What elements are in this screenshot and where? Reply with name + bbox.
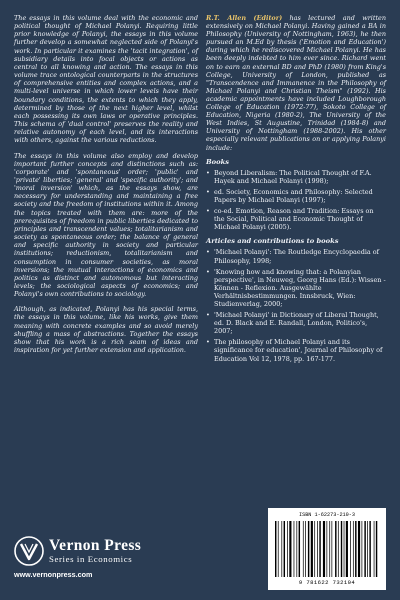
series-name: Series in Economics — [49, 553, 133, 564]
barcode-bar — [367, 521, 368, 577]
isbn-barcode — [268, 508, 386, 590]
barcode-bar — [346, 521, 348, 577]
barcode-bar — [353, 521, 354, 577]
barcode-bar — [350, 521, 351, 577]
barcode-bar — [344, 521, 345, 577]
barcode-bar — [303, 521, 304, 577]
barcode-bar — [287, 521, 288, 577]
barcode-bar — [338, 521, 339, 577]
article-item: • 'Michael Polanyi' in Dictionary of Liberal Thought, ed. D. Black and E. Randall, London, Politico's, 2007; — [206, 311, 386, 335]
barcode-bar — [362, 521, 363, 577]
barcode-bar — [294, 521, 295, 577]
publisher-name: Vernon Press — [49, 536, 142, 554]
publisher-logo-row — [14, 536, 194, 566]
barcode-bars — [274, 521, 380, 577]
publisher-url[interactable]: www.vernonpress.com — [14, 570, 93, 579]
barcode-bar — [305, 521, 306, 577]
description-paragraph-2: The essays in this volume also employ and develop important further concepts and distinctions such as: 'corporate' and 'spontaneous' order; 'public' and 'private' liberties; 'general' and 'specific authority'; and 'moral inversion' which, as the essays show, are necessary for understanding and maintaining a free society and the freedom of institutions within it. Among the topics treated with them are: more of the prerequisites of freedom in public liberties dedicated to principles and transcendent values; totalitarianism and society as spontaneous order; the balance of general and specific authority in society and particular institutions; reductionism, totalitarianism and consumption in consumer societies, as moral inversions; the mutual interactions of economics and politics as distinct and autonomous but interacting levels; the sociological aspects of economics; and Polanyi's own contributions to sociology. — [14, 151, 198, 299]
barcode-bar — [358, 521, 360, 577]
books-list — [206, 169, 386, 232]
editor-name: R.T. Allen (Editor) — [206, 14, 283, 22]
barcode-bar — [374, 521, 375, 577]
barcode-digits: 9 781622 732104 — [298, 579, 356, 586]
barcode-bar — [341, 521, 342, 577]
barcode-bar — [275, 521, 276, 577]
articles-list — [206, 248, 386, 362]
publisher-text — [49, 538, 141, 565]
barcode-bar — [323, 521, 325, 577]
book-item: • Beyond Liberalism: The Political Thought of F.A. Hayek and Michael Polanyi (1998); — [206, 169, 386, 185]
barcode-bar — [364, 521, 365, 577]
editor-bio-text: has lectured and written extensively on Michael Polanyi. Having gained a BA in Philosophy (University of Nottingham, 1963), he then pursued an M.Ed by thesis ('Emotion and Education') during which he rediscovered Michael Polanyi. He has been deeply indebted to him ever since. Richard went on to earn an external BD and PhD (1980) from King's College, University of London, published as "Transcendence and Immanence in the Philosophy of Michael Polanyi and Christian Theism" (1992). His academic appointments have included Loughborough College of Education (1972-77), Sokoto College of Education, Nigeria (1980-2), The University of the West Indies, St Augustine, Trinidad (1984-8) and University of Nottingham (1988-2002). His other especially relevant publications on or applying Polanyi include: — [206, 14, 386, 152]
barcode-bar — [308, 521, 309, 577]
books-heading: Books — [206, 157, 229, 166]
description-paragraph-3: Although, as indicated, Polanyi has his special terms, the essays in this volume, like his works, give them meaning with concrete examples and so avoid merely shuffling a mass of abstractions. Together the essays show that his work is a rich seam of ideas and inspiration for yet further extension and application. — [14, 305, 198, 355]
barcode-bar — [299, 521, 300, 577]
book-item: • co-ed. Emotion, Reason and Tradition: Essays on the Social, Political and Economic Thought of Michael Polanyi (2005). — [206, 207, 386, 231]
barcode-bar — [335, 521, 336, 577]
article-item: • 'Knowing how and knowing that: a Polanyian perspective', in Neuweg, Georg Hans (Ed.): Wissen - Können - Reflexion. Ausgewählte Verhältnisbestimmungen. Innsbruck, Wien: Studienverlag, 2000; — [206, 268, 386, 308]
barcode-bar — [327, 521, 328, 577]
barcode-bar — [296, 521, 297, 577]
book-item: • ed. Society, Economics and Philosophy: Selected Papers by Michael Polanyi (1997); — [206, 188, 386, 204]
barcode-bar — [317, 521, 318, 577]
description-paragraph-1: The essays in this volume deal with the economic and political thought of Michael Polanyi. Requiring little prior knowledge of Polanyi, the essays in this volume further develop a somewhat neglected side of Polanyi's work. In particular it examines the 'tacit integration', of subsidiary details into focal objects or actions as central to all knowing and action. The essays in this volume trace ontological counterparts in the structures of comprehensive entities and complex actions, and a multi-level universe in which lower levels have their boundary conditions, the extents to which they apply, determined by those of the next higher level, whilst each possessing its own laws or operative principles. This schema of 'dual control' preserves the reality and relative autonomy of each level, and its interactions with others, against the various reductions. — [14, 14, 198, 145]
article-item: • The philosophy of Michael Polanyi and its significance for education', Journal of Philosophy of Education Vol 12, 1978, pp. 167-177. — [206, 338, 386, 362]
article-item: • 'Michael Polanyi': The Routledge Encyclopaedia of Philosophy, 1998; — [206, 248, 386, 264]
description-column — [14, 14, 198, 361]
articles-heading: Articles and contributions to books — [206, 237, 339, 246]
bio-column — [206, 14, 386, 366]
barcode-bar — [281, 521, 282, 577]
barcode-bar — [278, 521, 279, 577]
barcode-bar — [284, 521, 285, 577]
barcode-bar — [355, 521, 356, 577]
barcode-bar — [369, 521, 370, 577]
barcode-bar — [314, 521, 315, 577]
isbn-label: ISBN 1-62273-210-3 — [298, 512, 356, 518]
vernon-press-logo-icon — [14, 536, 44, 566]
barcode-bar — [289, 521, 291, 577]
barcode-bar — [376, 521, 377, 577]
barcode-bar — [329, 521, 330, 577]
barcode-bar — [319, 521, 320, 577]
publisher-block — [14, 536, 194, 588]
barcode-bar — [311, 521, 313, 577]
barcode-bar — [332, 521, 333, 577]
editor-bio — [206, 14, 386, 152]
